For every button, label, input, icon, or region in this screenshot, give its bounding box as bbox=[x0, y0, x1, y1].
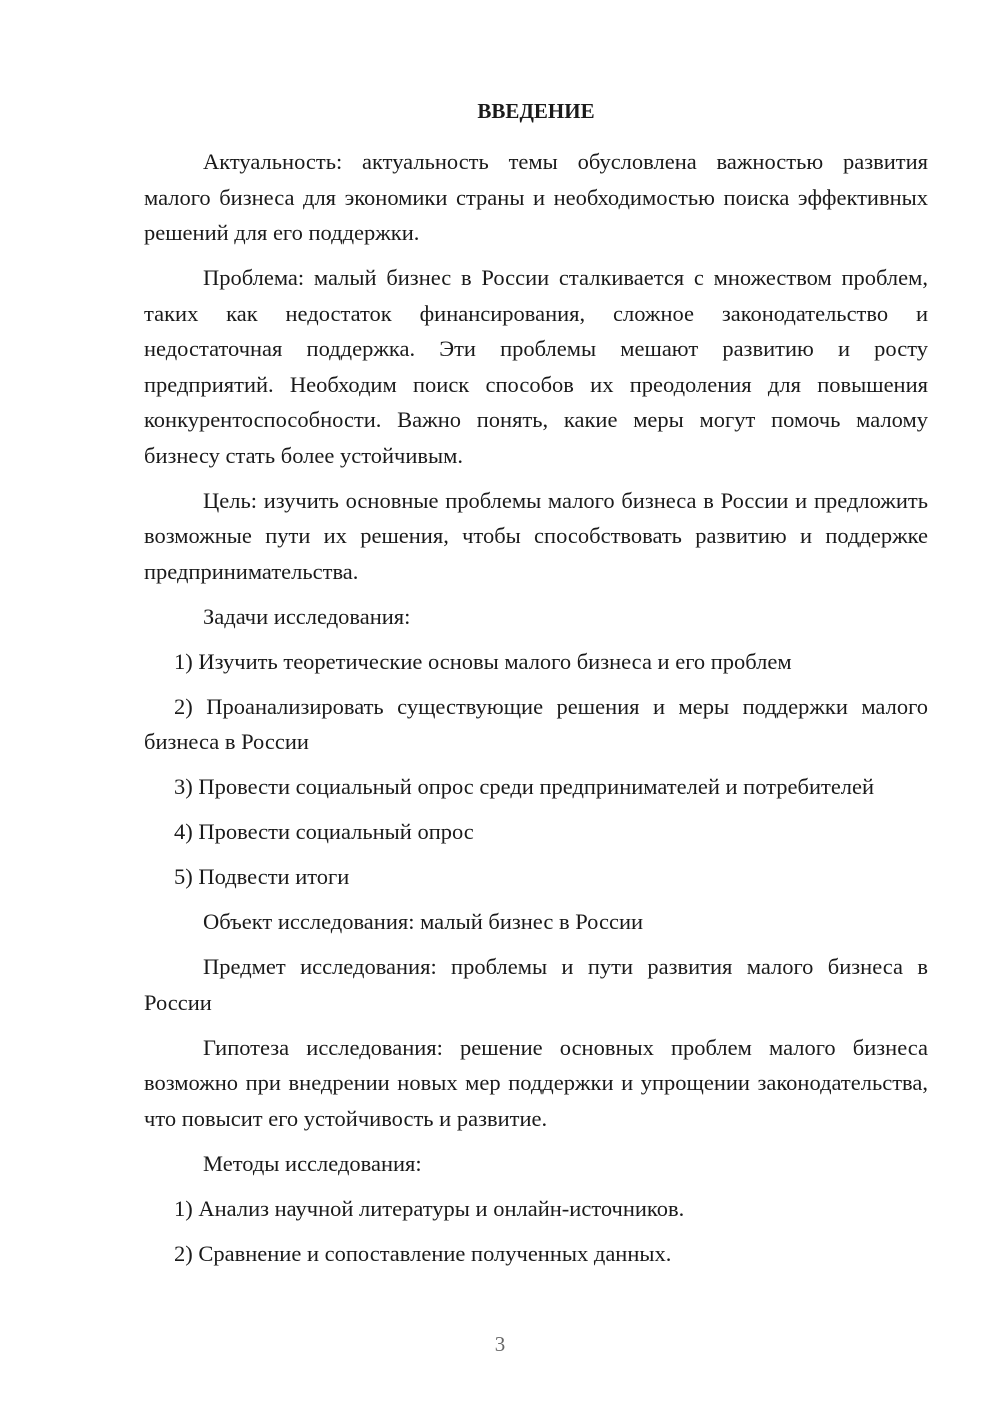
paragraph-object: Объект исследования: малый бизнес в России bbox=[203, 909, 644, 934]
page-number: 3 bbox=[494, 1332, 506, 1356]
paragraph-methods-heading: Методы исследования: bbox=[203, 1150, 422, 1176]
task-item-3: 3) Провести социальный опрос среди предпринимателей и потребителей bbox=[174, 774, 875, 799]
method-item-1: 1) Анализ научной литературы и онлайн-источников. bbox=[174, 1195, 685, 1221]
task-item-4: 4) Провести социальный опрос bbox=[174, 819, 474, 844]
task-item-2: 2) Проанализировать существующие решения и меры поддержки малого бизнеса в России bbox=[144, 693, 928, 754]
paragraph-problem: Проблема: малый бизнес в России сталкивается с множеством проблем, таких как недостаток финансирования, сложное законодательство и недостаточная поддержка. Эти проблемы мешают развитию и росту предприятий. Необходим поиск способов их преодоления для повышения конкурентоспособности. Важно понять, какие меры могут помочь малому бизнесу стать более устойчивым. bbox=[144, 265, 928, 468]
document-page bbox=[144, 94, 928, 1271]
paragraph-goal: Цель: изучить основные проблемы малого бизнеса в России и предложить возможные пути их решения, чтобы способствовать развитию и поддержке предпринимательства. bbox=[144, 487, 928, 584]
method-item-2: 2) Сравнение и сопоставление полученных данных. bbox=[174, 1240, 672, 1266]
section-title: ВВЕДЕНИЕ bbox=[477, 99, 595, 123]
task-item-1: 1) Изучить теоретические основы малого бизнеса и его проблем bbox=[174, 648, 792, 674]
paragraph-hypothesis: Гипотеза исследования: решение основных проблем малого бизнеса возможно при внедрении новых мер поддержки и упрощении законодательства, что повысит его устойчивость и развитие. bbox=[144, 1034, 928, 1131]
paragraph-tasks-heading: Задачи исследования: bbox=[203, 603, 411, 629]
task-item-5: 5) Подвести итоги bbox=[174, 864, 350, 889]
paragraph-subject: Предмет исследования: проблемы и пути развития малого бизнеса в России bbox=[144, 954, 928, 1015]
paragraph-relevance: Актуальность: актуальность темы обусловлена важностью развития малого бизнеса для экономики страны и необходимостью поиска эффективных решений для его поддержки. bbox=[144, 149, 928, 245]
